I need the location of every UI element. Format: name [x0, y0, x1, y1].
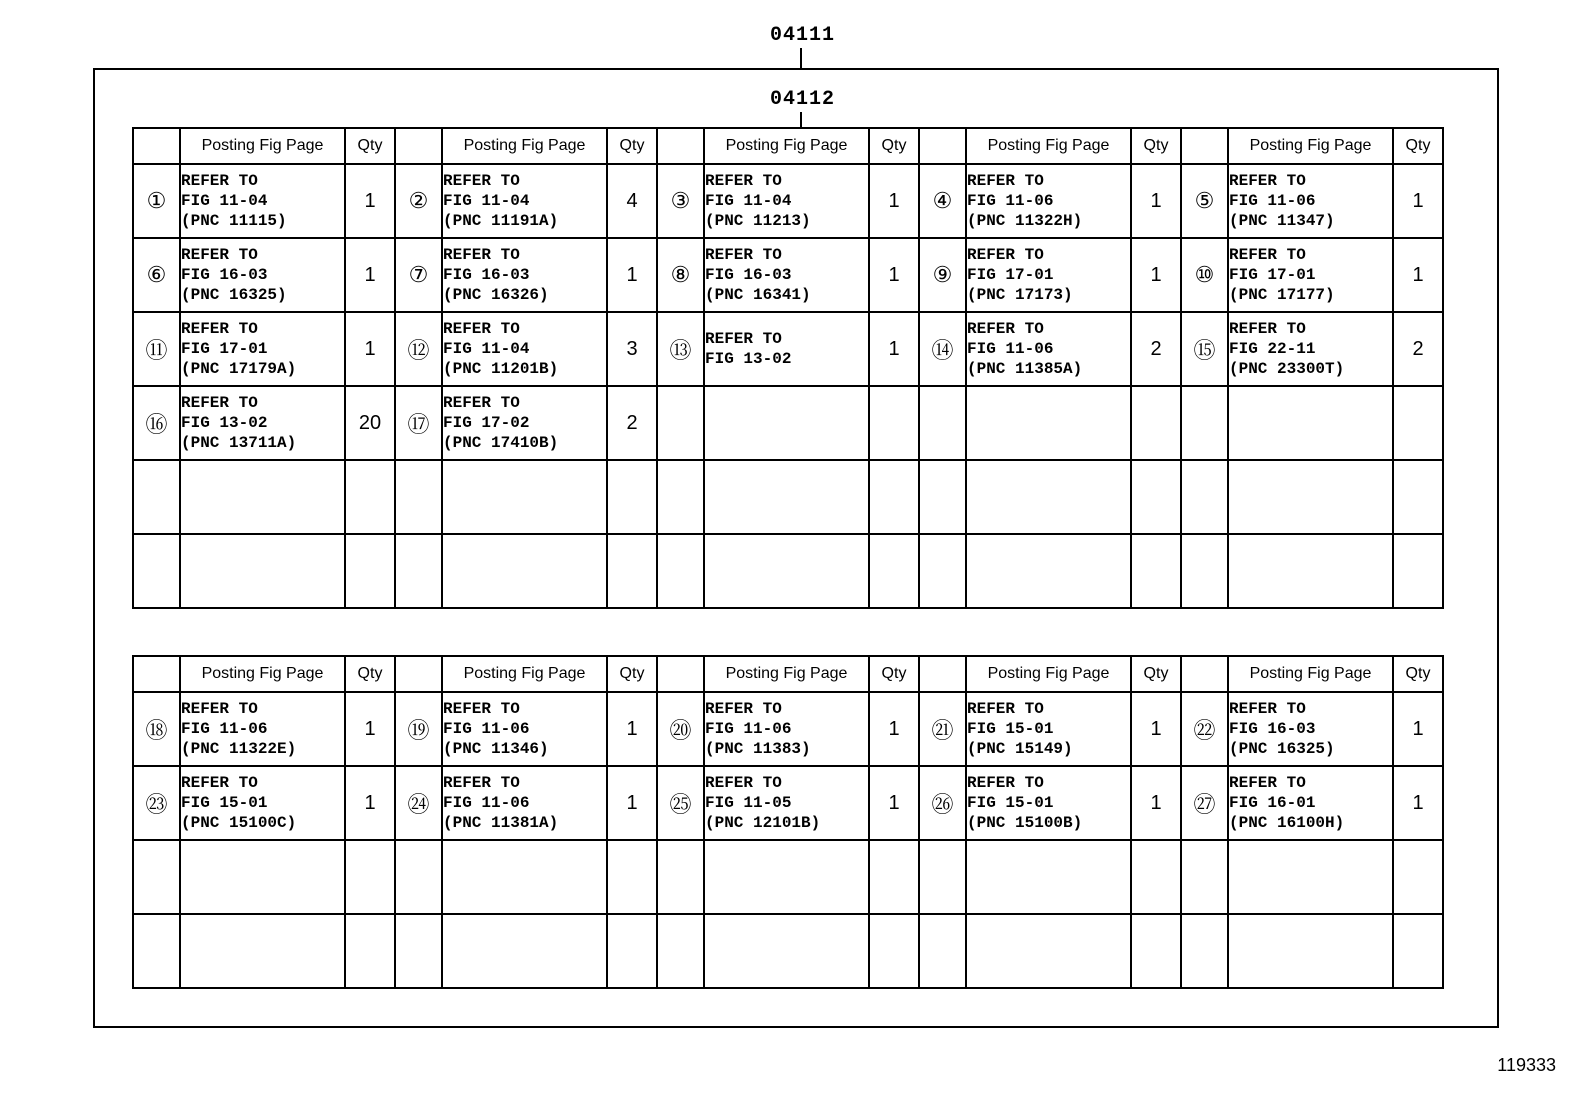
- posting-reference: [704, 312, 869, 386]
- posting-reference: [966, 238, 1131, 312]
- reference-line: REFER TO: [443, 320, 520, 338]
- posting-reference: [442, 164, 607, 238]
- reference-line: FIG 11-06: [443, 794, 530, 812]
- item-number: ⑳: [657, 692, 704, 766]
- reference-line: REFER TO: [1229, 700, 1306, 718]
- reference-line: REFER TO: [705, 774, 782, 792]
- posting-reference: [704, 840, 869, 914]
- reference-line: REFER TO: [181, 320, 258, 338]
- reference-line: FIG 11-05: [705, 794, 792, 812]
- posting-reference: [442, 766, 607, 840]
- reference-line: (PNC 23300T): [1229, 360, 1345, 378]
- item-number: ⑩: [1181, 238, 1228, 312]
- quantity: 1: [1393, 164, 1443, 238]
- item-number: ①: [133, 164, 180, 238]
- posting-reference: [180, 312, 345, 386]
- header-cell-number: [657, 128, 704, 164]
- quantity: [607, 460, 657, 534]
- header-cell-posting: Posting Fig Page: [1228, 128, 1393, 164]
- reference-line: FIG 13-02: [705, 350, 792, 368]
- header-cell-posting: Posting Fig Page: [966, 128, 1131, 164]
- reference-line: FIG 11-04: [705, 192, 792, 210]
- reference-line: FIG 17-01: [967, 266, 1054, 284]
- leader-line-inner: [800, 112, 802, 128]
- quantity: 1: [869, 312, 919, 386]
- reference-line: FIG 22-11: [1229, 340, 1316, 358]
- table-row: [133, 238, 1443, 312]
- reference-line: (PNC 11201B): [443, 360, 559, 378]
- quantity: 1: [345, 312, 395, 386]
- reference-line: FIG 15-01: [967, 720, 1054, 738]
- quantity: [1131, 386, 1181, 460]
- posting-reference: [180, 840, 345, 914]
- item-number: ⑦: [395, 238, 442, 312]
- posting-reference: [966, 766, 1131, 840]
- header-row: [133, 656, 1443, 692]
- header-cell-number: [919, 128, 966, 164]
- item-number: ㉒: [1181, 692, 1228, 766]
- header-cell-qty: Qty: [345, 656, 395, 692]
- reference-line: REFER TO: [181, 774, 258, 792]
- posting-reference: [966, 534, 1131, 608]
- parts-reference-table-lower: [132, 655, 1444, 989]
- quantity: [1393, 914, 1443, 988]
- reference-line: (PNC 11115): [181, 212, 287, 230]
- item-number: ⑪: [133, 312, 180, 386]
- reference-line: FIG 11-06: [443, 720, 530, 738]
- quantity: 1: [1131, 766, 1181, 840]
- quantity: 1: [869, 692, 919, 766]
- reference-line: FIG 11-06: [181, 720, 268, 738]
- posting-reference: [442, 386, 607, 460]
- item-number: ⑲: [395, 692, 442, 766]
- reference-line: REFER TO: [181, 700, 258, 718]
- item-number: [133, 840, 180, 914]
- reference-line: FIG 11-06: [1229, 192, 1316, 210]
- reference-line: (PNC 17173): [967, 286, 1073, 304]
- posting-reference: [966, 312, 1131, 386]
- item-number: ㉑: [919, 692, 966, 766]
- reference-line: FIG 13-02: [181, 414, 268, 432]
- item-number: ㉗: [1181, 766, 1228, 840]
- item-number: [657, 460, 704, 534]
- header-cell-posting: Posting Fig Page: [1228, 656, 1393, 692]
- quantity: 2: [607, 386, 657, 460]
- quantity: 1: [1131, 164, 1181, 238]
- reference-line: (PNC 15100B): [967, 814, 1083, 832]
- posting-reference: [966, 164, 1131, 238]
- header-cell-posting: Posting Fig Page: [180, 128, 345, 164]
- quantity: [1393, 534, 1443, 608]
- reference-line: (PNC 11213): [705, 212, 811, 230]
- header-row: [133, 128, 1443, 164]
- header-cell-number: [133, 128, 180, 164]
- header-cell-qty: Qty: [869, 128, 919, 164]
- item-number: [1181, 460, 1228, 534]
- reference-line: REFER TO: [1229, 320, 1306, 338]
- header-cell-qty: Qty: [1131, 128, 1181, 164]
- reference-line: REFER TO: [1229, 246, 1306, 264]
- reference-line: (PNC 15149): [967, 740, 1073, 758]
- reference-line: FIG 11-04: [181, 192, 268, 210]
- quantity: 1: [345, 692, 395, 766]
- header-cell-number: [1181, 128, 1228, 164]
- reference-line: REFER TO: [443, 774, 520, 792]
- quantity: 1: [1393, 766, 1443, 840]
- posting-reference: [1228, 534, 1393, 608]
- reference-line: REFER TO: [705, 172, 782, 190]
- header-cell-number: [657, 656, 704, 692]
- reference-line: REFER TO: [705, 246, 782, 264]
- item-number: ⑨: [919, 238, 966, 312]
- posting-reference: [1228, 238, 1393, 312]
- posting-reference: [442, 692, 607, 766]
- posting-reference: [704, 460, 869, 534]
- reference-line: (PNC 17179A): [181, 360, 297, 378]
- quantity: [869, 386, 919, 460]
- item-number: ⑤: [1181, 164, 1228, 238]
- posting-reference: [704, 766, 869, 840]
- posting-reference: [704, 534, 869, 608]
- reference-line: FIG 16-01: [1229, 794, 1316, 812]
- reference-line: REFER TO: [1229, 774, 1306, 792]
- reference-line: (PNC 11191A): [443, 212, 559, 230]
- header-cell-posting: Posting Fig Page: [704, 656, 869, 692]
- item-number: ㉔: [395, 766, 442, 840]
- posting-reference: [1228, 692, 1393, 766]
- posting-reference: [704, 164, 869, 238]
- posting-reference: [180, 766, 345, 840]
- quantity: [869, 914, 919, 988]
- table-row: [133, 312, 1443, 386]
- reference-line: REFER TO: [181, 172, 258, 190]
- quantity: 2: [1393, 312, 1443, 386]
- quantity: [1393, 840, 1443, 914]
- header-cell-posting: Posting Fig Page: [966, 656, 1131, 692]
- item-number: [133, 460, 180, 534]
- quantity: [607, 534, 657, 608]
- drawing-number: 119333: [1497, 1055, 1556, 1075]
- reference-line: FIG 11-06: [967, 340, 1054, 358]
- posting-reference: [966, 460, 1131, 534]
- reference-line: REFER TO: [443, 700, 520, 718]
- reference-line: FIG 17-02: [443, 414, 530, 432]
- posting-reference: [966, 840, 1131, 914]
- reference-line: FIG 11-04: [443, 192, 530, 210]
- posting-reference: [1228, 914, 1393, 988]
- table-row: [133, 840, 1443, 914]
- quantity: 1: [607, 766, 657, 840]
- reference-line: (PNC 11322E): [181, 740, 297, 758]
- quantity: [1131, 914, 1181, 988]
- reference-line: (PNC 16100H): [1229, 814, 1345, 832]
- posting-reference: [442, 914, 607, 988]
- header-cell-qty: Qty: [1393, 128, 1443, 164]
- quantity: 1: [345, 164, 395, 238]
- header-cell-posting: Posting Fig Page: [442, 128, 607, 164]
- posting-reference: [180, 460, 345, 534]
- header-cell-posting: Posting Fig Page: [704, 128, 869, 164]
- reference-line: REFER TO: [967, 774, 1044, 792]
- quantity: [607, 840, 657, 914]
- reference-line: (PNC 16341): [705, 286, 811, 304]
- reference-line: REFER TO: [967, 246, 1044, 264]
- quantity: [1131, 460, 1181, 534]
- posting-reference: [704, 692, 869, 766]
- quantity: [1131, 840, 1181, 914]
- quantity: 1: [607, 238, 657, 312]
- table-row: [133, 692, 1443, 766]
- reference-line: (PNC 11385A): [967, 360, 1083, 378]
- reference-line: FIG 16-03: [181, 266, 268, 284]
- reference-line: (PNC 15100C): [181, 814, 297, 832]
- reference-line: FIG 15-01: [181, 794, 268, 812]
- item-number: ㉖: [919, 766, 966, 840]
- item-number: ⑥: [133, 238, 180, 312]
- item-number: [919, 534, 966, 608]
- reference-line: (PNC 11347): [1229, 212, 1335, 230]
- posting-reference: [442, 534, 607, 608]
- posting-reference: [966, 386, 1131, 460]
- table-row: [133, 766, 1443, 840]
- item-number: [395, 840, 442, 914]
- posting-reference: [704, 238, 869, 312]
- item-number: ⑫: [395, 312, 442, 386]
- posting-reference: [442, 460, 607, 534]
- item-number: [919, 460, 966, 534]
- table-row: [133, 914, 1443, 988]
- table-body: [133, 656, 1443, 988]
- quantity: 1: [1393, 238, 1443, 312]
- item-number: [657, 914, 704, 988]
- quantity: [869, 840, 919, 914]
- quantity: 1: [1393, 692, 1443, 766]
- parts-reference-table-upper: [132, 127, 1444, 609]
- quantity: [607, 914, 657, 988]
- item-number: ⑬: [657, 312, 704, 386]
- quantity: 4: [607, 164, 657, 238]
- item-number: ㉕: [657, 766, 704, 840]
- quantity: 20: [345, 386, 395, 460]
- header-cell-qty: Qty: [607, 128, 657, 164]
- header-cell-number: [395, 128, 442, 164]
- item-number: ⑱: [133, 692, 180, 766]
- reference-line: FIG 11-06: [967, 192, 1054, 210]
- quantity: [345, 534, 395, 608]
- header-cell-qty: Qty: [607, 656, 657, 692]
- quantity: [869, 534, 919, 608]
- reference-line: (PNC 16325): [1229, 740, 1335, 758]
- posting-reference: [1228, 164, 1393, 238]
- item-number: [919, 840, 966, 914]
- item-number: [919, 914, 966, 988]
- quantity: 1: [1131, 238, 1181, 312]
- header-cell-posting: Posting Fig Page: [180, 656, 345, 692]
- posting-reference: [1228, 386, 1393, 460]
- reference-line: FIG 17-01: [1229, 266, 1316, 284]
- posting-reference: [180, 692, 345, 766]
- reference-line: REFER TO: [443, 394, 520, 412]
- reference-line: (PNC 17410B): [443, 434, 559, 452]
- reference-line: (PNC 16326): [443, 286, 549, 304]
- item-number: ⑧: [657, 238, 704, 312]
- reference-line: (PNC 11383): [705, 740, 811, 758]
- reference-line: FIG 16-03: [443, 266, 530, 284]
- item-number: [1181, 914, 1228, 988]
- header-cell-number: [1181, 656, 1228, 692]
- reference-line: REFER TO: [443, 172, 520, 190]
- posting-reference: [180, 238, 345, 312]
- item-number: ⑮: [1181, 312, 1228, 386]
- table-body: [133, 128, 1443, 608]
- reference-line: REFER TO: [967, 172, 1044, 190]
- posting-reference: [1228, 766, 1393, 840]
- quantity: [869, 460, 919, 534]
- posting-reference: [704, 386, 869, 460]
- posting-reference: [442, 840, 607, 914]
- reference-line: REFER TO: [705, 330, 782, 348]
- quantity: 2: [1131, 312, 1181, 386]
- quantity: [345, 460, 395, 534]
- header-cell-number: [919, 656, 966, 692]
- item-number: [657, 386, 704, 460]
- assembly-number-label: 04111: [770, 24, 836, 47]
- reference-line: (PNC 12101B): [705, 814, 821, 832]
- item-number: [1181, 386, 1228, 460]
- posting-reference: [1228, 460, 1393, 534]
- reference-line: FIG 11-06: [705, 720, 792, 738]
- reference-line: REFER TO: [705, 700, 782, 718]
- quantity: [345, 914, 395, 988]
- item-number: [133, 914, 180, 988]
- reference-line: FIG 11-04: [443, 340, 530, 358]
- posting-reference: [180, 164, 345, 238]
- reference-line: REFER TO: [967, 700, 1044, 718]
- posting-reference: [180, 386, 345, 460]
- table-row: [133, 534, 1443, 608]
- leader-line-top: [800, 48, 802, 68]
- item-number: [657, 840, 704, 914]
- subassembly-number-label: 04112: [770, 88, 836, 111]
- header-cell-qty: Qty: [1393, 656, 1443, 692]
- quantity: 1: [607, 692, 657, 766]
- posting-reference: [1228, 840, 1393, 914]
- reference-line: FIG 15-01: [967, 794, 1054, 812]
- quantity: [345, 840, 395, 914]
- reference-line: (PNC 11322H): [967, 212, 1083, 230]
- quantity: 3: [607, 312, 657, 386]
- posting-reference: [442, 312, 607, 386]
- posting-reference: [1228, 312, 1393, 386]
- header-cell-number: [395, 656, 442, 692]
- reference-line: REFER TO: [181, 246, 258, 264]
- quantity: 1: [345, 238, 395, 312]
- posting-reference: [180, 914, 345, 988]
- table-row: [133, 164, 1443, 238]
- table-row: [133, 460, 1443, 534]
- reference-line: FIG 16-03: [1229, 720, 1316, 738]
- item-number: ⑯: [133, 386, 180, 460]
- quantity: 1: [869, 766, 919, 840]
- reference-line: (PNC 11381A): [443, 814, 559, 832]
- item-number: [657, 534, 704, 608]
- item-number: ④: [919, 164, 966, 238]
- posting-reference: [180, 534, 345, 608]
- item-number: [395, 914, 442, 988]
- item-number: ⑭: [919, 312, 966, 386]
- posting-reference: [966, 914, 1131, 988]
- posting-reference: [704, 914, 869, 988]
- reference-line: (PNC 13711A): [181, 434, 297, 452]
- reference-line: REFER TO: [443, 246, 520, 264]
- header-cell-qty: Qty: [869, 656, 919, 692]
- item-number: [1181, 840, 1228, 914]
- reference-line: FIG 16-03: [705, 266, 792, 284]
- item-number: ③: [657, 164, 704, 238]
- item-number: [919, 386, 966, 460]
- reference-line: (PNC 17177): [1229, 286, 1335, 304]
- posting-reference: [966, 692, 1131, 766]
- reference-line: (PNC 16325): [181, 286, 287, 304]
- reference-line: REFER TO: [967, 320, 1044, 338]
- item-number: ⑰: [395, 386, 442, 460]
- quantity: 1: [1131, 692, 1181, 766]
- quantity: 1: [345, 766, 395, 840]
- item-number: ㉓: [133, 766, 180, 840]
- header-cell-posting: Posting Fig Page: [442, 656, 607, 692]
- reference-line: REFER TO: [181, 394, 258, 412]
- quantity: [1393, 460, 1443, 534]
- header-cell-number: [133, 656, 180, 692]
- quantity: [1393, 386, 1443, 460]
- reference-line: REFER TO: [1229, 172, 1306, 190]
- reference-line: (PNC 11346): [443, 740, 549, 758]
- reference-line: FIG 17-01: [181, 340, 268, 358]
- item-number: ②: [395, 164, 442, 238]
- posting-reference: [442, 238, 607, 312]
- header-cell-qty: Qty: [1131, 656, 1181, 692]
- quantity: [1131, 534, 1181, 608]
- item-number: [1181, 534, 1228, 608]
- item-number: [133, 534, 180, 608]
- quantity: 1: [869, 238, 919, 312]
- item-number: [395, 534, 442, 608]
- quantity: 1: [869, 164, 919, 238]
- header-cell-qty: Qty: [345, 128, 395, 164]
- table-row: [133, 386, 1443, 460]
- item-number: [395, 460, 442, 534]
